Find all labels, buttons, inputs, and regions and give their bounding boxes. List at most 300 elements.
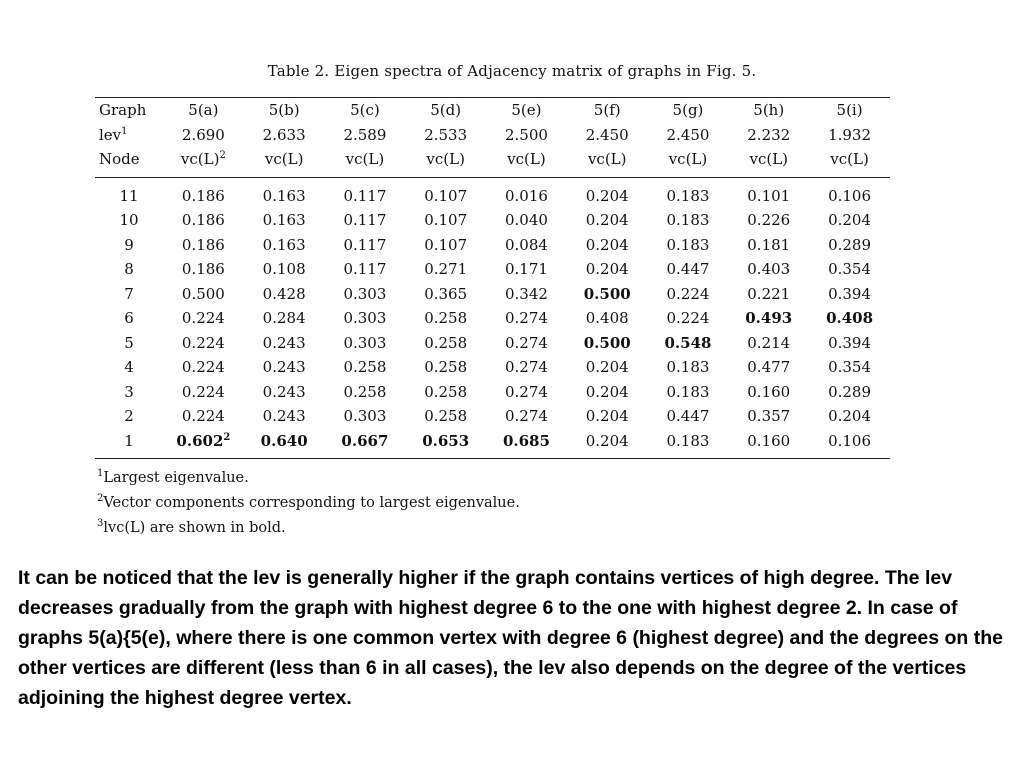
table-row xyxy=(95,355,890,380)
value-cell xyxy=(567,380,648,405)
header-cell-text: vc(L) xyxy=(749,150,789,168)
header-cell xyxy=(325,98,406,123)
value-cell-text: 0.447 xyxy=(666,407,710,425)
value-cell-text: 0.303 xyxy=(343,309,387,327)
value-cell xyxy=(728,257,809,282)
value-cell-text: 0.274 xyxy=(504,333,548,352)
node-cell xyxy=(95,429,163,459)
header-cell xyxy=(567,123,648,148)
node-cell-text: 6 xyxy=(124,309,134,327)
header-cell-text: 5(i) xyxy=(836,101,863,119)
value-cell-text: 0.653 xyxy=(422,431,470,450)
node-cell xyxy=(95,380,163,405)
header-cell-text: 2.633 xyxy=(262,125,306,144)
value-cell xyxy=(648,355,729,380)
value-cell-text: 0.226 xyxy=(747,211,791,229)
value-cell xyxy=(163,380,244,405)
value-cell-text: 0.186 xyxy=(181,260,225,278)
value-cell-text: 0.204 xyxy=(585,431,629,450)
footnote xyxy=(97,466,520,491)
footnote-text: Vector components corresponding to largest eigenvalue. xyxy=(103,495,520,511)
value-cell-text: 0.204 xyxy=(585,382,629,401)
header-cell xyxy=(244,98,325,123)
value-cell xyxy=(728,404,809,429)
value-cell-text: 0.271 xyxy=(424,260,468,278)
node-cell-text: 4 xyxy=(124,358,134,376)
value-cell-text: 0.016 xyxy=(504,186,548,205)
value-cell xyxy=(567,355,648,380)
header-cell-text: vc(L) xyxy=(345,150,385,168)
value-cell xyxy=(728,306,809,331)
value-cell-text: 0.354 xyxy=(828,358,872,376)
value-cell-text: 0.667 xyxy=(341,431,389,450)
value-cell-text: 0.117 xyxy=(343,235,387,254)
table-body xyxy=(95,177,890,459)
value-cell-text: 0.221 xyxy=(747,284,791,303)
value-cell xyxy=(405,177,486,208)
value-cell-text: 0.365 xyxy=(424,284,468,303)
value-cell-text: 0.243 xyxy=(262,333,306,352)
header-cell-text: vc(L) xyxy=(180,150,220,168)
value-cell xyxy=(486,208,567,233)
value-cell xyxy=(809,306,890,331)
value-cell-text: 0.500 xyxy=(181,284,225,303)
value-cell-text: 0.274 xyxy=(504,407,548,425)
value-cell-text: 0.289 xyxy=(828,235,872,254)
value-cell xyxy=(728,355,809,380)
value-cell-text: 0.408 xyxy=(585,309,629,327)
value-cell-text: 0.204 xyxy=(585,186,629,205)
value-cell xyxy=(728,282,809,307)
value-cell-text: 0.183 xyxy=(666,382,710,401)
header-cell xyxy=(809,147,890,177)
value-cell-text: 0.224 xyxy=(181,382,225,401)
value-cell xyxy=(405,257,486,282)
node-cell xyxy=(95,355,163,380)
value-cell-text: 0.548 xyxy=(664,333,712,352)
header-cell xyxy=(567,147,648,177)
value-cell xyxy=(809,233,890,258)
node-cell-text: 9 xyxy=(124,235,134,254)
value-cell xyxy=(809,282,890,307)
value-cell xyxy=(244,355,325,380)
value-cell-text: 0.602 xyxy=(176,431,224,450)
value-cell xyxy=(244,177,325,208)
value-cell-text: 0.243 xyxy=(262,382,306,401)
value-cell xyxy=(405,429,486,459)
value-cell-text: 0.447 xyxy=(666,260,710,278)
value-cell xyxy=(567,177,648,208)
value-cell-text: 0.204 xyxy=(585,407,629,425)
header-label xyxy=(95,147,163,177)
value-cell-text: 0.408 xyxy=(826,309,874,327)
footnote-mark: 2 xyxy=(219,150,226,161)
value-cell-text: 0.106 xyxy=(828,431,872,450)
value-cell-text: 0.183 xyxy=(666,235,710,254)
value-cell-text: 0.477 xyxy=(747,358,791,376)
value-cell xyxy=(163,233,244,258)
header-cell-text: 5(d) xyxy=(430,101,462,119)
node-cell-text: 7 xyxy=(124,284,134,303)
value-cell xyxy=(405,380,486,405)
value-cell-text: 0.394 xyxy=(828,333,872,352)
value-cell xyxy=(809,380,890,405)
value-cell-text: 0.303 xyxy=(343,284,387,303)
node-cell xyxy=(95,306,163,331)
value-cell-text: 0.224 xyxy=(181,333,225,352)
footnotes xyxy=(97,466,520,541)
footnote-mark: 2 xyxy=(97,493,104,505)
value-cell xyxy=(486,380,567,405)
value-cell-text: 0.181 xyxy=(747,235,791,254)
value-cell-text: 0.243 xyxy=(262,407,306,425)
header-cell xyxy=(163,147,244,177)
value-cell-text: 0.224 xyxy=(181,309,225,327)
value-cell xyxy=(728,208,809,233)
header-label-text: Graph xyxy=(99,101,147,119)
footnote xyxy=(97,516,520,541)
table-row xyxy=(95,208,890,233)
header-cell-text: 5(f) xyxy=(593,101,621,119)
value-cell xyxy=(405,282,486,307)
value-cell xyxy=(567,233,648,258)
footnote-text: lvc(L) are shown in bold. xyxy=(103,520,286,536)
table-header xyxy=(95,98,890,178)
header-label-text: Node xyxy=(99,150,140,168)
value-cell xyxy=(244,257,325,282)
value-cell-text: 0.224 xyxy=(666,284,710,303)
value-cell-text: 0.224 xyxy=(666,309,710,327)
value-cell xyxy=(648,380,729,405)
value-cell-text: 0.106 xyxy=(828,186,872,205)
value-cell-text: 0.214 xyxy=(747,333,791,352)
value-cell xyxy=(648,257,729,282)
footnote-mark: 3 xyxy=(97,518,104,530)
value-cell xyxy=(486,306,567,331)
value-cell xyxy=(405,233,486,258)
value-cell xyxy=(648,208,729,233)
value-cell xyxy=(728,233,809,258)
header-cell xyxy=(648,123,729,148)
header-row xyxy=(95,123,890,148)
header-cell xyxy=(325,147,406,177)
value-cell xyxy=(163,257,244,282)
node-cell xyxy=(95,404,163,429)
value-cell xyxy=(809,208,890,233)
value-cell-text: 0.204 xyxy=(828,407,872,425)
header-cell-text: 2.450 xyxy=(585,125,629,144)
node-cell xyxy=(95,208,163,233)
value-cell xyxy=(567,404,648,429)
header-cell xyxy=(728,147,809,177)
header-cell-text: vc(L) xyxy=(830,150,869,168)
header-cell-text: 5(b) xyxy=(268,101,300,119)
header-cell-text: 2.500 xyxy=(504,125,548,144)
value-cell-text: 0.204 xyxy=(828,211,872,229)
node-cell-text: 2 xyxy=(124,407,134,425)
value-cell xyxy=(325,208,406,233)
header-cell xyxy=(809,98,890,123)
header-cell-text: 5(a) xyxy=(188,101,219,119)
value-cell-text: 0.357 xyxy=(747,407,791,425)
header-row xyxy=(95,98,890,123)
value-cell-text: 0.258 xyxy=(343,358,387,376)
value-cell xyxy=(163,177,244,208)
value-cell-text: 0.258 xyxy=(424,333,468,352)
value-cell xyxy=(244,404,325,429)
header-cell-text: 2.450 xyxy=(666,125,710,144)
value-cell xyxy=(648,331,729,356)
value-cell xyxy=(325,429,406,459)
table-row xyxy=(95,331,890,356)
header-cell xyxy=(405,98,486,123)
node-cell xyxy=(95,282,163,307)
node-cell xyxy=(95,233,163,258)
value-cell-text: 0.289 xyxy=(828,382,872,401)
footnote-mark: 1 xyxy=(121,125,128,137)
header-label xyxy=(95,123,163,148)
value-cell xyxy=(567,429,648,459)
value-cell-text: 0.500 xyxy=(583,284,631,303)
node-cell-text: 3 xyxy=(124,382,134,401)
value-cell-text: 0.186 xyxy=(181,235,225,254)
value-cell-text: 0.163 xyxy=(262,186,306,205)
value-cell xyxy=(163,208,244,233)
table-row xyxy=(95,177,890,208)
value-cell xyxy=(405,208,486,233)
value-cell-text: 0.204 xyxy=(585,235,629,254)
header-cell xyxy=(728,98,809,123)
eigen-spectra-table-container xyxy=(95,97,890,459)
value-cell-text: 0.258 xyxy=(424,309,468,327)
value-cell xyxy=(809,355,890,380)
value-cell-text: 0.493 xyxy=(745,309,793,327)
header-label-text: lev xyxy=(99,125,122,144)
header-cell xyxy=(648,147,729,177)
value-cell xyxy=(244,429,325,459)
header-cell-text: 2.533 xyxy=(424,125,468,144)
table-caption: Table 2. Eigen spectra of Adjacency matrix of graphs in Fig. 5. xyxy=(267,62,757,80)
value-cell-text: 0.163 xyxy=(262,211,306,229)
value-cell xyxy=(325,257,406,282)
header-cell xyxy=(567,98,648,123)
value-cell xyxy=(648,177,729,208)
header-cell xyxy=(163,98,244,123)
header-cell-text: 1.932 xyxy=(828,125,872,144)
value-cell xyxy=(567,208,648,233)
value-cell-text: 0.186 xyxy=(181,186,225,205)
value-cell xyxy=(163,404,244,429)
value-cell-text: 0.342 xyxy=(504,284,548,303)
value-cell xyxy=(486,257,567,282)
value-cell xyxy=(809,177,890,208)
header-cell xyxy=(486,123,567,148)
value-cell xyxy=(244,282,325,307)
value-cell xyxy=(486,429,567,459)
value-cell-text: 0.224 xyxy=(181,358,225,376)
node-cell xyxy=(95,331,163,356)
header-cell xyxy=(486,98,567,123)
footnote-mark: 2 xyxy=(223,431,231,443)
value-cell xyxy=(809,429,890,459)
footnote-text: Largest eigenvalue. xyxy=(103,470,249,486)
header-cell xyxy=(244,147,325,177)
value-cell xyxy=(486,355,567,380)
value-cell xyxy=(244,380,325,405)
value-cell-text: 0.274 xyxy=(504,358,548,376)
header-cell xyxy=(486,147,567,177)
value-cell-text: 0.243 xyxy=(262,358,306,376)
value-cell-text: 0.117 xyxy=(343,186,387,205)
value-cell xyxy=(244,233,325,258)
value-cell xyxy=(567,331,648,356)
value-cell-text: 0.101 xyxy=(747,186,791,205)
value-cell-text: 0.354 xyxy=(828,260,872,278)
header-cell-text: vc(L) xyxy=(264,150,304,168)
value-cell xyxy=(325,404,406,429)
node-cell-text: 11 xyxy=(119,186,139,205)
header-row xyxy=(95,147,890,177)
value-cell-text: 0.258 xyxy=(424,382,468,401)
header-cell xyxy=(809,123,890,148)
value-cell xyxy=(648,404,729,429)
value-cell xyxy=(244,306,325,331)
value-cell-text: 0.084 xyxy=(504,235,548,254)
value-cell-text: 0.107 xyxy=(424,235,468,254)
header-cell-text: vc(L) xyxy=(668,150,708,168)
header-cell-text: vc(L) xyxy=(507,150,546,168)
value-cell-text: 0.107 xyxy=(424,211,468,229)
header-cell-text: 5(g) xyxy=(672,101,704,119)
table-row xyxy=(95,257,890,282)
value-cell-text: 0.685 xyxy=(502,431,550,450)
value-cell-text: 0.117 xyxy=(343,211,387,229)
header-cell-text: vc(L) xyxy=(587,150,627,168)
value-cell xyxy=(648,282,729,307)
value-cell xyxy=(648,429,729,459)
node-cell-text: 8 xyxy=(124,260,134,278)
value-cell xyxy=(325,233,406,258)
value-cell xyxy=(486,282,567,307)
value-cell-text: 0.160 xyxy=(747,382,791,401)
value-cell-text: 0.117 xyxy=(343,260,387,278)
header-cell-text: 2.589 xyxy=(343,125,387,144)
value-cell-text: 0.258 xyxy=(424,358,468,376)
value-cell-text: 0.204 xyxy=(585,260,629,278)
value-cell xyxy=(163,306,244,331)
value-cell-text: 0.500 xyxy=(583,333,631,352)
value-cell-text: 0.204 xyxy=(585,211,629,229)
header-cell-text: vc(L) xyxy=(426,150,465,168)
value-cell-text: 0.258 xyxy=(424,407,468,425)
value-cell xyxy=(405,355,486,380)
value-cell xyxy=(325,282,406,307)
value-cell xyxy=(648,306,729,331)
value-cell-text: 0.403 xyxy=(747,260,791,278)
value-cell-text: 0.107 xyxy=(424,186,468,205)
value-cell xyxy=(728,429,809,459)
footnote-mark: 1 xyxy=(97,468,104,480)
eigen-spectra-table xyxy=(95,97,890,459)
value-cell xyxy=(325,380,406,405)
table-row xyxy=(95,233,890,258)
value-cell xyxy=(244,208,325,233)
table-row xyxy=(95,306,890,331)
value-cell-text: 0.303 xyxy=(343,333,387,352)
value-cell-text: 0.274 xyxy=(504,309,548,327)
header-cell xyxy=(728,123,809,148)
header-cell xyxy=(163,123,244,148)
value-cell-text: 0.186 xyxy=(181,211,225,229)
value-cell xyxy=(486,177,567,208)
header-cell xyxy=(405,147,486,177)
value-cell xyxy=(325,177,406,208)
value-cell xyxy=(486,233,567,258)
header-label xyxy=(95,98,163,123)
value-cell xyxy=(809,331,890,356)
header-cell-text: 5(e) xyxy=(511,101,542,119)
value-cell-text: 0.040 xyxy=(504,211,548,229)
value-cell-text: 0.284 xyxy=(262,309,306,327)
value-cell-text: 0.183 xyxy=(666,358,710,376)
value-cell xyxy=(567,306,648,331)
header-cell-text: 2.690 xyxy=(181,125,225,144)
value-cell-text: 0.303 xyxy=(343,407,387,425)
header-cell-text: 5(h) xyxy=(753,101,785,119)
value-cell-text: 0.183 xyxy=(666,186,710,205)
value-cell xyxy=(325,331,406,356)
value-cell xyxy=(244,331,325,356)
header-cell xyxy=(325,123,406,148)
value-cell xyxy=(728,331,809,356)
value-cell-text: 0.394 xyxy=(828,284,872,303)
value-cell-text: 0.183 xyxy=(666,431,710,450)
header-cell xyxy=(648,98,729,123)
body-paragraph: It can be noticed that the lev is generally higher if the graph contains vertices of high degree. The lev decreases gradually from the graph with highest degree 6 to the one with highest degree 2. In case of graphs 5(a){5(e), where there is one common vertex with degree 6 (highest degree) and the degrees on the other vertices are different (less than 6 in all cases), the lev also depends on the degree of the vertices adjoining the highest degree vertex. xyxy=(18,567,1003,709)
value-cell xyxy=(405,404,486,429)
value-cell xyxy=(486,404,567,429)
node-cell-text: 10 xyxy=(119,211,139,229)
value-cell xyxy=(163,331,244,356)
node-cell xyxy=(95,177,163,208)
value-cell xyxy=(809,404,890,429)
value-cell xyxy=(163,282,244,307)
table-row xyxy=(95,380,890,405)
value-cell-text: 0.171 xyxy=(504,260,548,278)
value-cell xyxy=(486,331,567,356)
header-cell xyxy=(244,123,325,148)
table-row xyxy=(95,282,890,307)
value-cell xyxy=(728,380,809,405)
value-cell xyxy=(405,331,486,356)
value-cell-text: 0.204 xyxy=(585,358,629,376)
value-cell xyxy=(325,306,406,331)
table-row xyxy=(95,404,890,429)
value-cell-text: 0.163 xyxy=(262,235,306,254)
value-cell-text: 0.640 xyxy=(260,431,308,450)
value-cell-text: 0.224 xyxy=(181,407,225,425)
value-cell-text: 0.183 xyxy=(666,211,710,229)
header-cell-text: 2.232 xyxy=(747,125,791,144)
value-cell xyxy=(809,257,890,282)
table-row xyxy=(95,429,890,459)
value-cell-text: 0.160 xyxy=(747,431,791,450)
value-cell xyxy=(163,429,244,459)
value-cell xyxy=(567,282,648,307)
header-cell xyxy=(405,123,486,148)
value-cell xyxy=(567,257,648,282)
value-cell xyxy=(163,355,244,380)
